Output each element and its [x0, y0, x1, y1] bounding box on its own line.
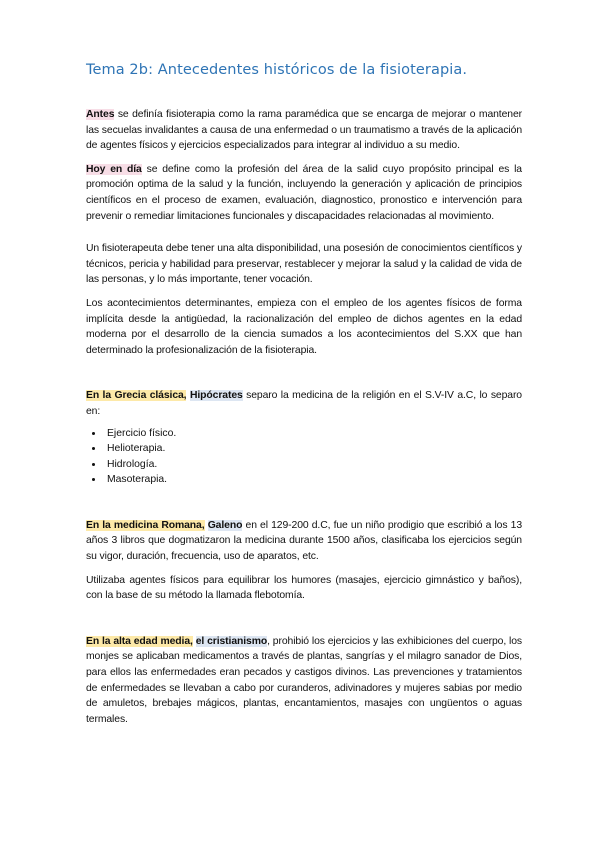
paragraph-text: , prohibió los ejercicios y las exhibiciones del cuerpo, los monjes se aplicaban medicamentos a través de plantas, sangrías y el milagro sanador de Dios, para ellos las enfermedades eran pecados y castigos divinos. Las prevenciones y tratamientos de enfermedades se llevaban a cabo por curanderos, adivinadores y mujeres sabias por medio de amuletos, brebajes mágicos, plantas, encantamientos, masajes con ungüentos o aguas termales.	[86, 635, 523, 725]
paragraph-romana	[86, 518, 522, 565]
paragraph-text: separo la medicina de la religión en el S.V-IV a.C, lo separo en:	[86, 390, 522, 417]
highlight-edad-media: En la alta edad media,	[86, 635, 193, 647]
highlight-romana: En la medicina Romana,	[86, 519, 205, 531]
highlight-hipocrates: Hipócrates	[189, 390, 243, 402]
paragraph-text: se define como la profesión del área de la salid cuyo propósito principal es la promoción optima de la salud y la función, incluyendo la generación y aplicación de principios científicos en el proceso de examen, evaluación, diagnostico, pronostico e intervención para prevenir o remediar limitaciones funcionales y discapacidades relacionadas al movimiento.	[86, 163, 522, 222]
paragraph-hoy	[86, 162, 522, 224]
paragraph-acontecimientos: Los acontecimientos determinantes, empieza con el empleo de los agentes físicos de forma implícita desde la antigüedad, la racionalización del empleo de dichos agentes en la edad moderna por el desarrollo de la ciencia sumados a los acontecimientos del S.XX que han determinado la profesionalización de la fisioterapia.	[86, 297, 522, 356]
highlight-hoy-en-dia: Hoy en día	[86, 163, 142, 175]
paragraph-fisioterapeuta: Un fisioterapeuta debe tener una alta disponibilidad, una posesión de conocimientos científicos y técnicos, pericia y habilidad para preservar, restablecer y mejorar la salud y la calidad de vida de las personas, y lo más importante, tener vocación.	[86, 243, 522, 286]
list-item: • Helioterapia.	[104, 441, 522, 457]
paragraph-edad-media	[86, 634, 522, 728]
paragraph-antes	[86, 107, 522, 154]
list-item: • Masoterapia.	[104, 472, 522, 488]
list-item: • Hidrología.	[104, 457, 522, 473]
paragraph-text: en el 129-200 d.C, fue un niño prodigio que escribió a los 13 años 3 libros que dogmatizaron la medicina durante 1500 años, clasificaba los ejercicios según su vigor, duración, frecuencia, uso de aparatos, etc.	[86, 519, 522, 563]
page-title: Tema 2b: Antecedentes históricos de la fisioterapia.	[86, 62, 468, 78]
list-item: • Ejercicio físico.	[104, 426, 522, 442]
paragraph-humores: Utilizaba agentes físicos para equilibrar los humores (masajes, ejercicio gimnástico y baños), con la base de su método la llamada flebotomía.	[86, 574, 522, 602]
highlight-grecia: En la Grecia clásica,	[86, 390, 187, 402]
highlight-antes: Antes	[86, 109, 115, 120]
highlight-galeno: Galeno	[207, 519, 243, 531]
highlight-cristianismo: el cristianismo	[195, 635, 268, 647]
paragraph-text: se definía fisioterapia como la rama paramédica que se encarga de mejorar o mantener las secuelas invalidantes a causa de una enfermedad o un traumatismo a través de la aplicación de agentes físicos y ejercicios especializados para integrar al individuo a su medio.	[86, 109, 522, 152]
bullet-list	[86, 426, 522, 488]
paragraph-grecia	[86, 388, 522, 419]
